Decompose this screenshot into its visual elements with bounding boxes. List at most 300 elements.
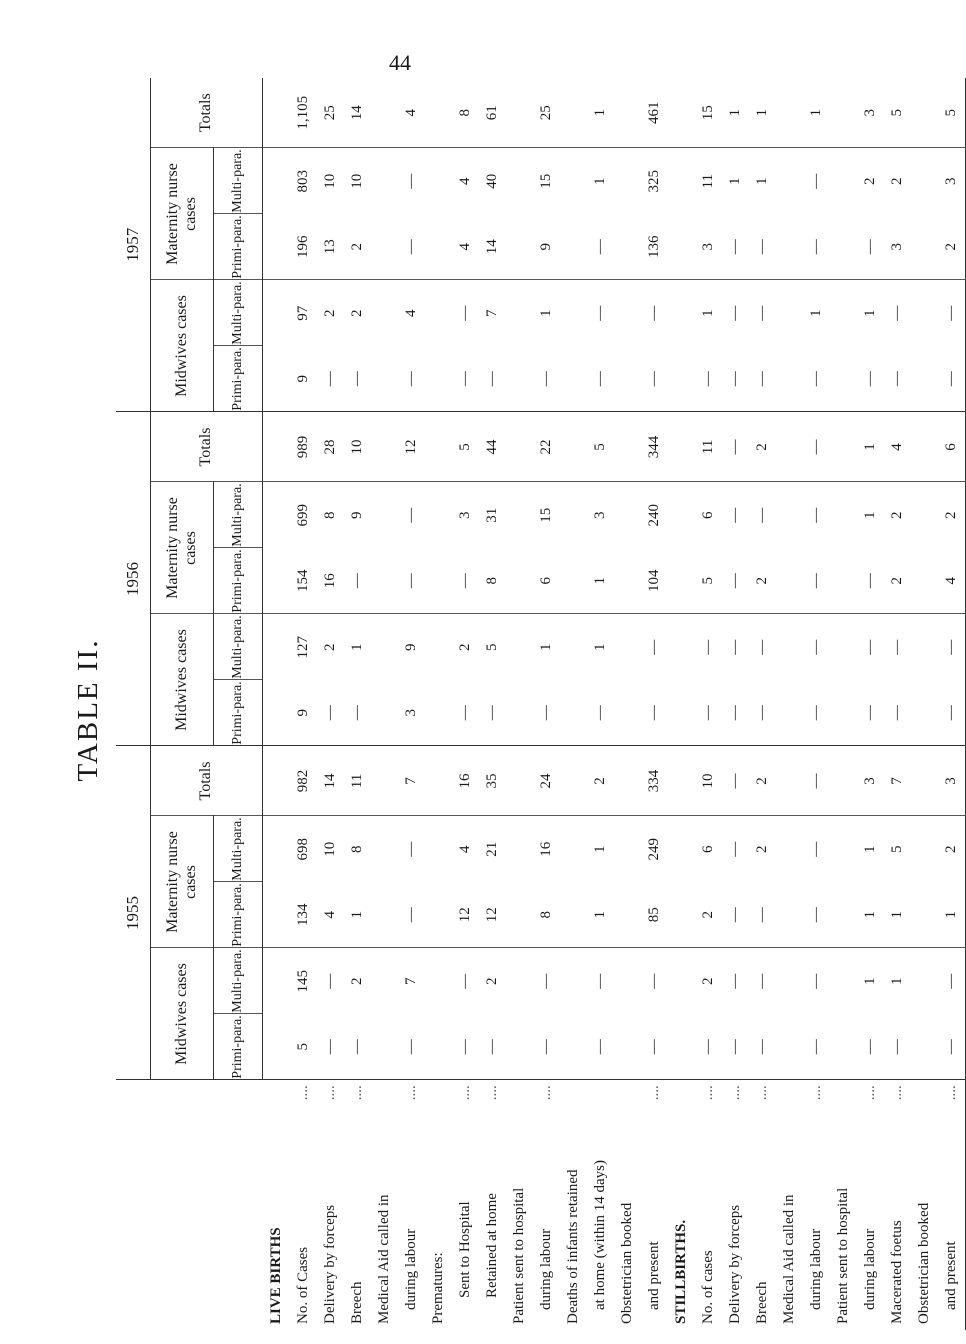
total-cell: 982 (290, 746, 317, 816)
leader-dots: .... (862, 1085, 878, 1101)
total-cell: — (803, 746, 830, 816)
value-cell (614, 1014, 641, 1080)
value-cell (911, 214, 938, 280)
value-cell: — (646, 305, 662, 321)
total-cell (506, 412, 533, 482)
value-cell: — (646, 973, 662, 989)
value-cell (371, 346, 398, 412)
value-cell: 2 (889, 511, 905, 519)
value-cell: — (749, 680, 776, 746)
value-cell (425, 680, 452, 746)
value-cell (560, 482, 587, 548)
value-cell: 2 (322, 643, 338, 651)
leader-dots: .... (938, 1080, 966, 1105)
value-cell: — (803, 882, 830, 948)
value-cell: — (592, 305, 608, 321)
total-cell: 4 (398, 78, 425, 148)
table-row (803, 78, 830, 1330)
value-cell: 4 (457, 845, 473, 853)
total-cell (425, 746, 452, 816)
table-row (749, 78, 776, 1330)
leader-dots: .... (700, 1085, 716, 1101)
value-cell (776, 614, 803, 680)
value-cell: — (754, 973, 770, 989)
value-cell: — (403, 507, 419, 523)
value-cell: — (398, 214, 425, 280)
value-cell (668, 816, 695, 882)
value-cell: — (722, 346, 749, 412)
value-cell: — (754, 639, 770, 655)
value-cell (668, 214, 695, 280)
value-cell (371, 882, 398, 948)
value-cell (263, 816, 291, 882)
value-cell (263, 148, 291, 214)
value-cell: — (403, 173, 419, 189)
table-row (317, 78, 344, 1330)
value-cell (425, 1014, 452, 1080)
leader-dots: .... (457, 1085, 473, 1101)
total-cell: 2 (749, 746, 776, 816)
value-cell: 12 (479, 882, 506, 948)
total-cell: 7 (884, 746, 911, 816)
total-cell (263, 412, 291, 482)
midwives-cases-header: Midwives cases (151, 280, 214, 412)
value-cell: — (803, 346, 830, 412)
value-cell: — (857, 548, 884, 614)
value-cell: 5 (484, 643, 500, 651)
total-cell: 16 (452, 746, 479, 816)
value-cell: — (808, 973, 824, 989)
value-cell (560, 346, 587, 412)
value-cell (668, 346, 695, 412)
row-label: Prematures: (430, 1252, 446, 1324)
leader-dots: .... (349, 1085, 365, 1101)
value-cell: — (538, 973, 554, 989)
total-cell: 344 (641, 412, 668, 482)
value-cell: — (700, 639, 716, 655)
value-cell: — (722, 1014, 749, 1080)
value-cell: 6 (533, 548, 560, 614)
value-cell: 2 (938, 482, 966, 548)
value-cell (911, 816, 938, 882)
totals-header: Totals (151, 412, 263, 482)
value-cell: — (587, 346, 614, 412)
table-row (560, 78, 587, 1330)
value-cell (776, 148, 803, 214)
table-row (911, 78, 938, 1330)
value-cell: 7 (403, 977, 419, 985)
value-cell: 9 (533, 214, 560, 280)
value-cell: — (533, 346, 560, 412)
value-cell (263, 948, 291, 1014)
leader-dots: .... (646, 1085, 662, 1101)
total-cell: 11 (695, 412, 722, 482)
total-cell: 44 (479, 412, 506, 482)
value-cell: 10 (322, 841, 338, 857)
value-cell: 1 (862, 977, 878, 985)
value-cell: 1 (592, 643, 608, 651)
value-cell (263, 346, 291, 412)
value-cell: 8 (479, 548, 506, 614)
rotated-page (60, 90, 959, 1330)
value-cell: 1 (862, 309, 878, 317)
totals-header: Totals (151, 78, 263, 148)
value-cell: — (722, 548, 749, 614)
row-label-header (116, 1080, 263, 1330)
value-cell (911, 882, 938, 948)
value-cell (614, 148, 641, 214)
value-cell (560, 280, 587, 346)
value-cell (911, 948, 938, 1014)
total-cell: 461 (641, 78, 668, 148)
total-cell: — (722, 746, 749, 816)
total-cell (263, 78, 291, 148)
total-cell: 24 (533, 746, 560, 816)
value-cell (668, 948, 695, 1014)
value-cell: — (749, 346, 776, 412)
value-cell (425, 482, 452, 548)
row-label: during labour (403, 1228, 419, 1310)
total-cell: 8 (452, 78, 479, 148)
value-cell: — (938, 346, 966, 412)
value-cell: — (695, 346, 722, 412)
value-cell: 2 (749, 548, 776, 614)
value-cell: 325 (646, 170, 662, 193)
value-cell: — (457, 973, 473, 989)
value-cell: — (457, 305, 473, 321)
rotated-table-container (60, 90, 959, 1330)
table-row (398, 78, 425, 1330)
total-cell: 25 (317, 78, 344, 148)
value-cell: 2 (938, 214, 966, 280)
value-cell (371, 816, 398, 882)
value-cell (506, 1014, 533, 1080)
totals-header: Totals (151, 746, 263, 816)
row-label: Macerated foetus (889, 1220, 905, 1324)
value-cell (776, 882, 803, 948)
value-cell: — (344, 1014, 371, 1080)
total-cell: 2 (587, 746, 614, 816)
value-cell: — (862, 639, 878, 655)
table-row (344, 78, 371, 1330)
value-cell: 40 (484, 173, 500, 189)
total-cell (668, 412, 695, 482)
value-cell: 2 (700, 977, 716, 985)
value-cell: — (938, 280, 966, 346)
value-cell: — (727, 639, 743, 655)
value-cell: 97 (295, 305, 311, 321)
row-label: Deaths of infants retained (565, 1169, 581, 1324)
row-label: Obstetrician booked (916, 1202, 932, 1324)
value-cell: 803 (295, 170, 311, 193)
primi-para-header: Primi-para. (214, 1014, 263, 1080)
value-cell: 1 (592, 845, 608, 853)
multi-para-header: Multi-para. (214, 614, 263, 680)
value-cell: — (592, 973, 608, 989)
value-cell: — (884, 1014, 911, 1080)
value-cell (830, 214, 857, 280)
value-cell: — (398, 548, 425, 614)
value-cell: 1 (884, 882, 911, 948)
value-cell: — (803, 548, 830, 614)
total-cell: 2 (749, 412, 776, 482)
value-cell (911, 346, 938, 412)
total-cell (614, 412, 641, 482)
leader-dots: .... (322, 1085, 338, 1101)
total-cell: 1 (749, 78, 776, 148)
row-label: Breech (754, 1281, 770, 1324)
value-cell: — (884, 346, 911, 412)
value-cell (614, 882, 641, 948)
value-cell: 4 (938, 548, 966, 614)
total-cell: 3 (938, 746, 966, 816)
value-cell (911, 548, 938, 614)
value-cell: — (938, 614, 966, 680)
table-caption: TABLE II. (72, 638, 104, 782)
total-cell: 6 (938, 412, 966, 482)
value-cell: 10 (349, 173, 365, 189)
leader-dots (371, 1080, 398, 1105)
value-cell (776, 680, 803, 746)
total-cell: 1 (722, 78, 749, 148)
value-cell (911, 148, 938, 214)
value-cell (425, 548, 452, 614)
year-header-1955: 1955 (116, 746, 151, 1080)
value-cell: — (646, 639, 662, 655)
value-cell: 16 (538, 841, 554, 857)
total-cell: 35 (479, 746, 506, 816)
total-cell (560, 746, 587, 816)
leader-dots: .... (484, 1085, 500, 1101)
total-cell: 1,105 (290, 78, 317, 148)
value-cell: 2 (349, 309, 365, 317)
row-label: and present (646, 1241, 662, 1310)
value-cell: 2 (938, 816, 966, 882)
value-cell (614, 346, 641, 412)
value-cell: — (452, 548, 479, 614)
value-cell (668, 680, 695, 746)
value-cell (560, 948, 587, 1014)
total-cell: 4 (884, 412, 911, 482)
value-cell: — (695, 680, 722, 746)
value-cell: — (808, 639, 824, 655)
multi-para-header: Multi-para. (214, 816, 263, 882)
value-cell (668, 548, 695, 614)
row-label: Patient sent to hospital (511, 1187, 527, 1324)
multi-para-header: Multi-para. (214, 280, 263, 346)
row-label: No. of Cases (295, 1246, 311, 1324)
leader-dots (776, 1080, 803, 1105)
value-cell: 1 (587, 882, 614, 948)
value-cell (614, 280, 641, 346)
total-cell: 5 (938, 78, 966, 148)
value-cell (614, 482, 641, 548)
value-cell: 8 (349, 845, 365, 853)
row-label: STILLBIRTHS. (673, 1219, 689, 1324)
value-cell (776, 482, 803, 548)
value-cell: — (727, 841, 743, 857)
value-cell: — (587, 1014, 614, 1080)
value-cell: 4 (452, 214, 479, 280)
total-cell (668, 746, 695, 816)
row-label: Delivery by forceps (727, 1204, 743, 1324)
value-cell: — (857, 214, 884, 280)
value-cell (371, 948, 398, 1014)
leader-dots: .... (295, 1085, 311, 1101)
row-label: during labour (862, 1228, 878, 1310)
value-cell (911, 680, 938, 746)
row-label: Medical Aid called in (781, 1194, 797, 1324)
value-cell (506, 816, 533, 882)
value-cell: — (398, 346, 425, 412)
total-cell (776, 78, 803, 148)
value-cell: 4 (457, 177, 473, 185)
total-cell: 14 (317, 746, 344, 816)
value-cell (911, 280, 938, 346)
total-cell (425, 412, 452, 482)
value-cell (560, 816, 587, 882)
maternity-nurse-cases-header: Maternity nurse cases (151, 482, 214, 614)
value-cell: 5 (695, 548, 722, 614)
value-cell (776, 948, 803, 1014)
value-cell (776, 214, 803, 280)
total-cell: — (722, 412, 749, 482)
total-cell (776, 746, 803, 816)
table-row (614, 78, 641, 1330)
value-cell: — (317, 346, 344, 412)
multi-para-header: Multi-para. (214, 948, 263, 1014)
value-cell (776, 280, 803, 346)
value-cell (776, 346, 803, 412)
table-row (938, 78, 966, 1330)
value-cell: — (452, 680, 479, 746)
row-label: and present (938, 1105, 966, 1330)
table-row (722, 78, 749, 1330)
value-cell: 85 (641, 882, 668, 948)
year-header-1957: 1957 (116, 78, 151, 412)
value-cell: 1 (538, 309, 554, 317)
value-cell: 1 (862, 511, 878, 519)
value-cell: — (803, 680, 830, 746)
value-cell (263, 882, 291, 948)
leader-dots: .... (754, 1085, 770, 1101)
value-cell: — (398, 882, 425, 948)
value-cell (668, 280, 695, 346)
value-cell: — (808, 507, 824, 523)
leader-dots (830, 1080, 857, 1105)
leader-dots: .... (538, 1085, 554, 1101)
value-cell (371, 214, 398, 280)
total-cell (830, 78, 857, 148)
value-cell: 7 (484, 309, 500, 317)
value-cell (506, 482, 533, 548)
table-row (668, 78, 695, 1330)
value-cell (776, 816, 803, 882)
value-cell (371, 548, 398, 614)
table-row (263, 78, 291, 1330)
value-cell: 145 (295, 970, 311, 993)
value-cell: 1 (587, 548, 614, 614)
value-cell (371, 280, 398, 346)
value-cell: — (884, 680, 911, 746)
leader-dots: .... (403, 1085, 419, 1101)
value-cell: 2 (349, 977, 365, 985)
value-cell: — (803, 214, 830, 280)
total-cell (830, 746, 857, 816)
table-row (452, 78, 479, 1330)
value-cell (263, 680, 291, 746)
value-cell (830, 148, 857, 214)
value-cell: 104 (641, 548, 668, 614)
value-cell (830, 816, 857, 882)
value-cell (830, 548, 857, 614)
value-cell: 3 (398, 680, 425, 746)
value-cell (506, 548, 533, 614)
value-cell: 12 (452, 882, 479, 948)
table-row (587, 78, 614, 1330)
value-cell: 11 (700, 174, 716, 189)
value-cell (560, 1014, 587, 1080)
value-cell: — (533, 1014, 560, 1080)
value-cell (911, 482, 938, 548)
value-cell: 14 (479, 214, 506, 280)
value-cell: — (317, 1014, 344, 1080)
total-cell: 61 (479, 78, 506, 148)
value-cell (830, 948, 857, 1014)
value-cell (425, 948, 452, 1014)
table-row (533, 78, 560, 1330)
page-number: 44 (389, 50, 411, 75)
value-cell: 699 (295, 504, 311, 527)
total-cell: 22 (533, 412, 560, 482)
value-cell: 9 (403, 643, 419, 651)
value-cell (263, 482, 291, 548)
value-cell: — (479, 346, 506, 412)
value-cell: 240 (646, 504, 662, 527)
value-cell (830, 346, 857, 412)
table-row (830, 78, 857, 1330)
value-cell (668, 1014, 695, 1080)
table-body (263, 78, 966, 1330)
table-row (857, 78, 884, 1330)
primi-para-header: Primi-para. (214, 214, 263, 280)
value-cell (776, 1014, 803, 1080)
value-cell: 249 (646, 838, 662, 861)
total-cell (371, 746, 398, 816)
value-cell: 2 (862, 177, 878, 185)
row-label: LIVE BIRTHS (267, 1227, 284, 1324)
value-cell (506, 214, 533, 280)
value-cell: 3 (695, 214, 722, 280)
total-cell: 10 (344, 412, 371, 482)
value-cell: — (938, 680, 966, 746)
total-cell (911, 78, 938, 148)
leader-dots (560, 1080, 587, 1105)
table-row (884, 78, 911, 1330)
value-cell: 1 (857, 882, 884, 948)
value-cell: — (322, 973, 338, 989)
total-cell: 28 (317, 412, 344, 482)
value-cell: — (641, 680, 668, 746)
value-cell: — (749, 882, 776, 948)
value-cell (425, 882, 452, 948)
total-cell (911, 746, 938, 816)
value-cell (263, 1014, 291, 1080)
total-cell: 1 (857, 412, 884, 482)
value-cell: — (344, 346, 371, 412)
total-cell: 5 (452, 412, 479, 482)
value-cell: 6 (700, 845, 716, 853)
